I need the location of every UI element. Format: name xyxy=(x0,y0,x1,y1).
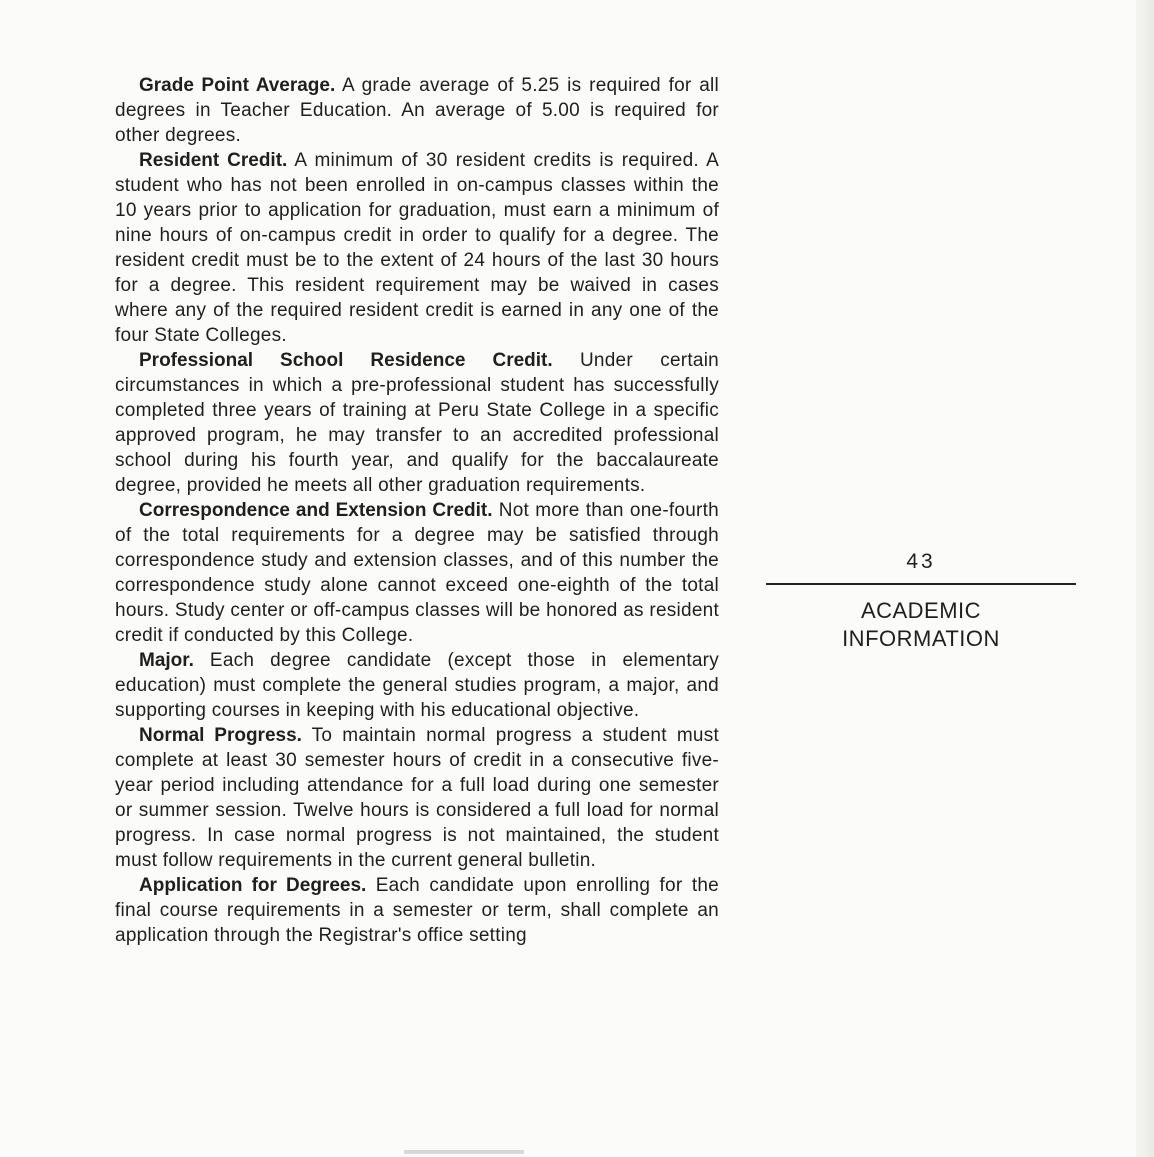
heading-resident-credit: Resident Credit. xyxy=(139,150,288,171)
sidebar-divider xyxy=(766,583,1076,585)
heading-major: Major. xyxy=(139,650,194,671)
section-sidebar xyxy=(766,548,1076,653)
heading-application-for-degrees: Application for Degrees. xyxy=(139,875,367,896)
heading-correspondence-extension-credit: Correspondence and Extension Credit. xyxy=(139,500,493,521)
section-title-line-1: ACADEMIC xyxy=(860,598,982,623)
heading-grade-point-average: Grade Point Average. xyxy=(139,75,336,96)
text-grade-point-average: A grade average of 5.25 is required for all degrees in Teacher Education. An average of 5.00 is required for other degrees. xyxy=(115,75,720,146)
paragraph-application-for-degrees xyxy=(115,873,719,948)
page-number: 43 xyxy=(906,550,936,573)
text-major: Each degree candidate (except those in elementary education) must complete the general studies program, a major, and supporting courses in keeping with his educational objective. xyxy=(115,650,719,721)
paragraph-normal-progress xyxy=(115,723,719,873)
scan-artifact xyxy=(404,1150,524,1154)
page-edge-shadow xyxy=(1136,0,1154,1157)
section-title-line-2: INFORMATION xyxy=(842,626,1000,651)
heading-professional-school-residence-credit: Professional School Residence Credit. xyxy=(139,350,553,371)
paragraph-correspondence-extension-credit xyxy=(115,498,719,648)
paragraph-resident-credit xyxy=(115,148,719,348)
heading-normal-progress: Normal Progress. xyxy=(139,725,302,746)
text-normal-progress: To maintain normal progress a student must complete at least 30 semester hours of credit in a consecutive five-year period including attendance for a full load during one semester or summer session. Twelve hours is considered a full load for normal progress. In case normal progress is not maintained, the student must follow requirements in the current general bulletin. xyxy=(115,725,719,871)
body-text-column xyxy=(115,73,719,948)
section-title xyxy=(766,597,1076,653)
text-resident-credit: A minimum of 30 resident credits is required. A student who has not been enrolled in on-campus classes within the 10 years prior to application for graduation, must earn a minimum of nine hours of on-campus credit in order to qualify for a degree. The resident credit must be to the extent of 24 hours of the last 30 hours for a degree. This resident requirement may be waived in cases where any of the required resident credit is earned in any one of the four State Colleges. xyxy=(115,150,719,346)
paragraph-major xyxy=(115,648,719,723)
text-application-for-degrees: Each candidate upon enrolling for the final course requirements in a semester or term, shall complete an application through the Registrar's office setting xyxy=(115,875,719,946)
paragraph-grade-point-average xyxy=(115,73,719,148)
paragraph-professional-school-residence-credit xyxy=(115,348,719,498)
text-professional-school-residence-credit: Under certain circumstances in which a pre-professional student has successfully completed three years of training at Peru State College in a specific approved program, he may transfer to an accredited professional school during his fourth year, and qualify for the baccalaureate degree, provided he meets all other graduation requirements. xyxy=(115,350,719,496)
text-correspondence-extension-credit: Not more than one-fourth of the total requirements for a degree may be satisfied through correspondence study and extension classes, and of this number the correspondence study alone cannot exceed one-eighth of the total hours. Study center or off-campus classes will be honored as resident credit if conducted by this College. xyxy=(115,500,719,646)
